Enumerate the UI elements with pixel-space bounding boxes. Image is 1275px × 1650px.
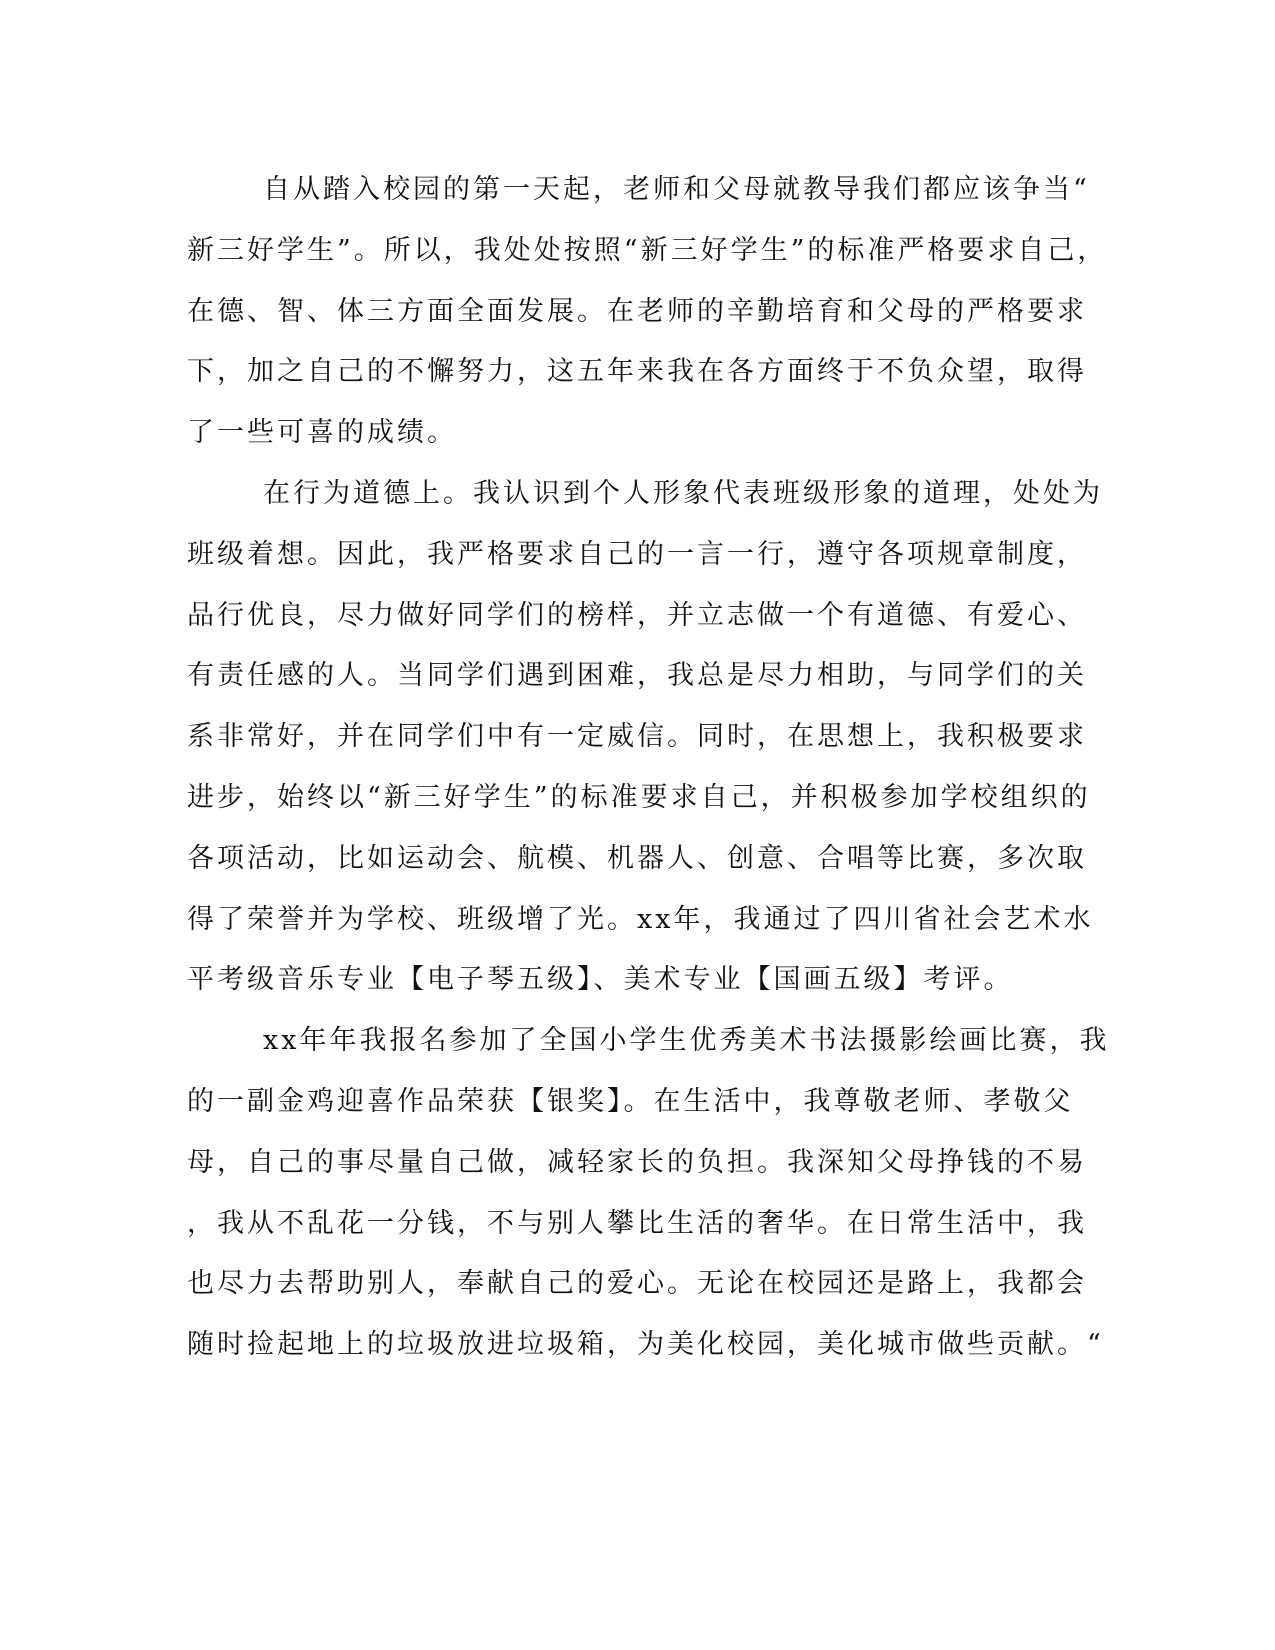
text-line: 系非常好，并在同学们中有一定威信。同时，在思想上，我积极要求 <box>187 721 1087 753</box>
document-body <box>187 160 1110 1376</box>
text-line: 新三好学生”。所以，我处处按照“新三好学生”的标准严格要求自己， <box>187 234 1108 266</box>
text-line: 也尽力去帮助别人，奉献自己的爱心。无论在校园还是路上，我都会 <box>187 1268 1087 1300</box>
text-line: 的一副金鸡迎喜作品荣获【银奖】。在生活中，我尊敬老师、孝敬父 <box>187 1085 1074 1117</box>
text-line: 随时捡起地上的垃圾放进垃圾箱，为美化校园，美化城市做些贡献。“ <box>187 1329 1104 1361</box>
text-line: 得了荣誉并为学校、班级增了光。xx年，我通过了四川省社会艺术水 <box>187 903 1094 935</box>
paragraph-1 <box>187 160 1108 464</box>
text-line: 班级着想。因此，我严格要求自己的一言一行，遵守各项规章制度， <box>187 538 1087 570</box>
text-line: ，我从不乱花一分钱，不与别人攀比生活的奢华。在日常生活中，我 <box>187 1207 1087 1239</box>
text-line: 各项活动，比如运动会、航模、机器人、创意、合唱等比赛，多次取 <box>187 842 1087 874</box>
paragraph-3 <box>187 1011 1110 1376</box>
text-line: 了一些可喜的成绩。 <box>187 417 457 449</box>
text-line: 平考级音乐专业【电子琴五级】、美术专业【国画五级】考评。 <box>187 964 1014 996</box>
text-line: 下，加之自己的不懈努力，这五年来我在各方面终于不负众望，取得 <box>187 356 1087 388</box>
text-line: 进步，始终以“新三好学生”的标准要求自己，并积极参加学校组织的 <box>187 781 1091 813</box>
text-line: 在德、智、体三方面全面发展。在老师的辛勤培育和父母的严格要求 <box>187 295 1087 327</box>
text-line: 自从踏入校园的第一天起，老师和父母就教导我们都应该争当“ <box>263 174 1090 205</box>
text-line: 在行为道德上。我认识到个人形象代表班级形象的道理，处处为 <box>263 477 1103 509</box>
text-line: 有责任感的人。当同学们遇到困难，我总是尽力相助，与同学们的关 <box>187 660 1087 692</box>
text-line: 母，自己的事尽量自己做，减轻家长的负担。我深知父母挣钱的不易 <box>187 1146 1087 1178</box>
text-line: xx年年我报名参加了全国小学生优秀美术书法摄影绘画比赛，我 <box>263 1025 1110 1057</box>
paragraph-2 <box>187 464 1103 1011</box>
text-line: 品行优良，尽力做好同学们的榜样，并立志做一个有道德、有爱心、 <box>187 599 1087 631</box>
